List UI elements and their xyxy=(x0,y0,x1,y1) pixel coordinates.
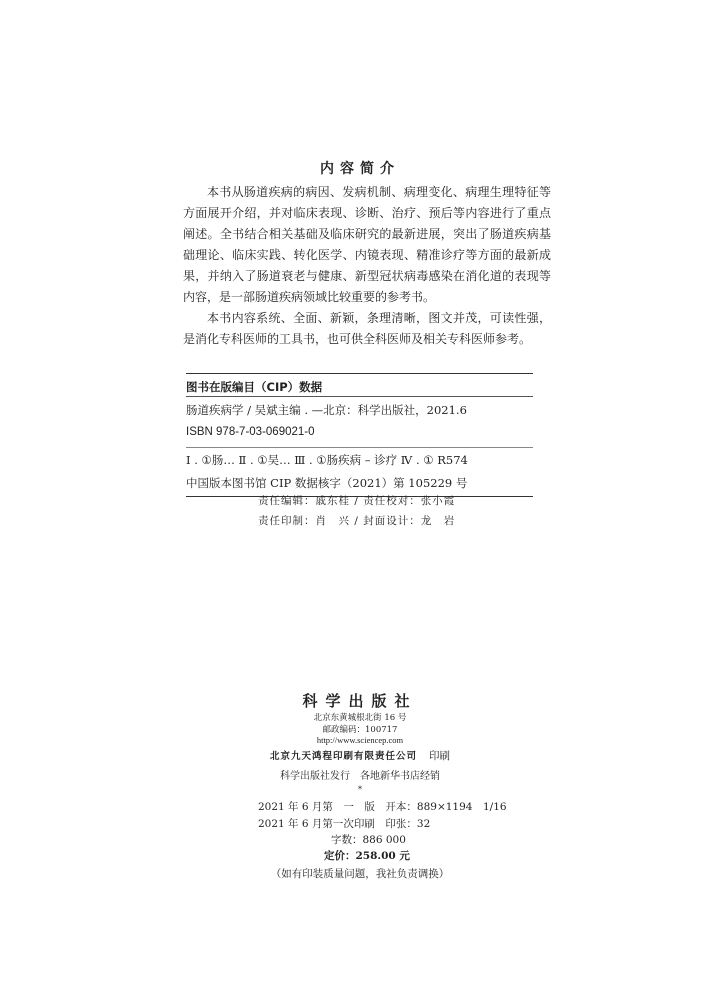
cip-number: 中国版本图书馆 CIP 数据核字（2021）第 105229 号 xyxy=(186,475,533,497)
cip-heading: 图书在版编目（CIP）数据 xyxy=(186,378,533,397)
summary-paragraph-2: 本书内容系统、全面、新颖，条理清晰，图文并茂，可读性强，是消化专科医师的工具书，也可供全科医师及相关专科医师参考。 xyxy=(183,311,551,346)
publisher-address: 北京东黄城根北街 16 号 xyxy=(313,713,407,723)
summary-title: 内容简介 xyxy=(320,161,400,177)
publisher-url: http://www.sciencep.com xyxy=(316,735,404,745)
cip-classification: Ⅰ . ①肠… Ⅱ . ①吴… Ⅲ . ①肠疾病 – 诊疗 Ⅳ . ① R574 xyxy=(186,453,468,467)
printer-line xyxy=(0,748,720,763)
summary-body xyxy=(183,182,551,350)
edition-first: 2021 年 6 月第 一 版 开本：889×1194 1/16 xyxy=(258,801,507,813)
publisher-postcode: 邮政编码：100717 xyxy=(322,725,398,735)
summary-paragraph-1: 本书从肠道疾病的病因、发病机制、病理变化、病理生理特征等方面展开介绍，并对临床表现、诊断、治疗、预后等内容进行了重点阐述。全书结合相关基础及临床研究的最新进展，突出了肠道疾病基础理论、临床实践、转化医学、内镜表现、精准诊疗等方面的最新成果，并纳入了肠道衰老与健康、新型冠状病毒感染在消化道的表现等内容，是一部肠道疾病领域比较重要的参考书。 xyxy=(183,185,551,304)
credits-editor-proofreader: 责任编辑：戚东桂 / 责任校对：张小霞 xyxy=(258,495,456,507)
publisher-name: 科学出版社 xyxy=(302,692,418,710)
cip-isbn: ISBN 978-7-03-069021-0 xyxy=(186,426,315,438)
distribution-line: 科学出版社发行 各地新华书店经销 xyxy=(280,771,440,782)
price-line xyxy=(324,848,410,863)
printer-name: 北京九天鸿程印刷有限责任公司 xyxy=(269,751,417,762)
cip-divider xyxy=(186,447,533,448)
cip-block xyxy=(186,373,533,497)
word-count: 字数：886 000 xyxy=(331,834,406,846)
edition-printing: 2021 年 6 月第一次印刷 印张：32 xyxy=(258,818,431,830)
credits-printing-cover: 责任印制：肖 兴 / 封面设计：龙 岩 xyxy=(258,515,456,527)
price-value: 258.00 元 xyxy=(355,850,410,862)
separator-mark: * xyxy=(358,785,362,794)
reissue-note: （如有印装质量问题，我社负责调换） xyxy=(270,868,450,880)
price-label: 定价： xyxy=(324,850,356,862)
printer-suffix: 印刷 xyxy=(429,750,450,762)
cip-record: 肠道疾病学 / 吴斌主编 . —北京：科学出版社，2021.6 xyxy=(186,403,467,417)
